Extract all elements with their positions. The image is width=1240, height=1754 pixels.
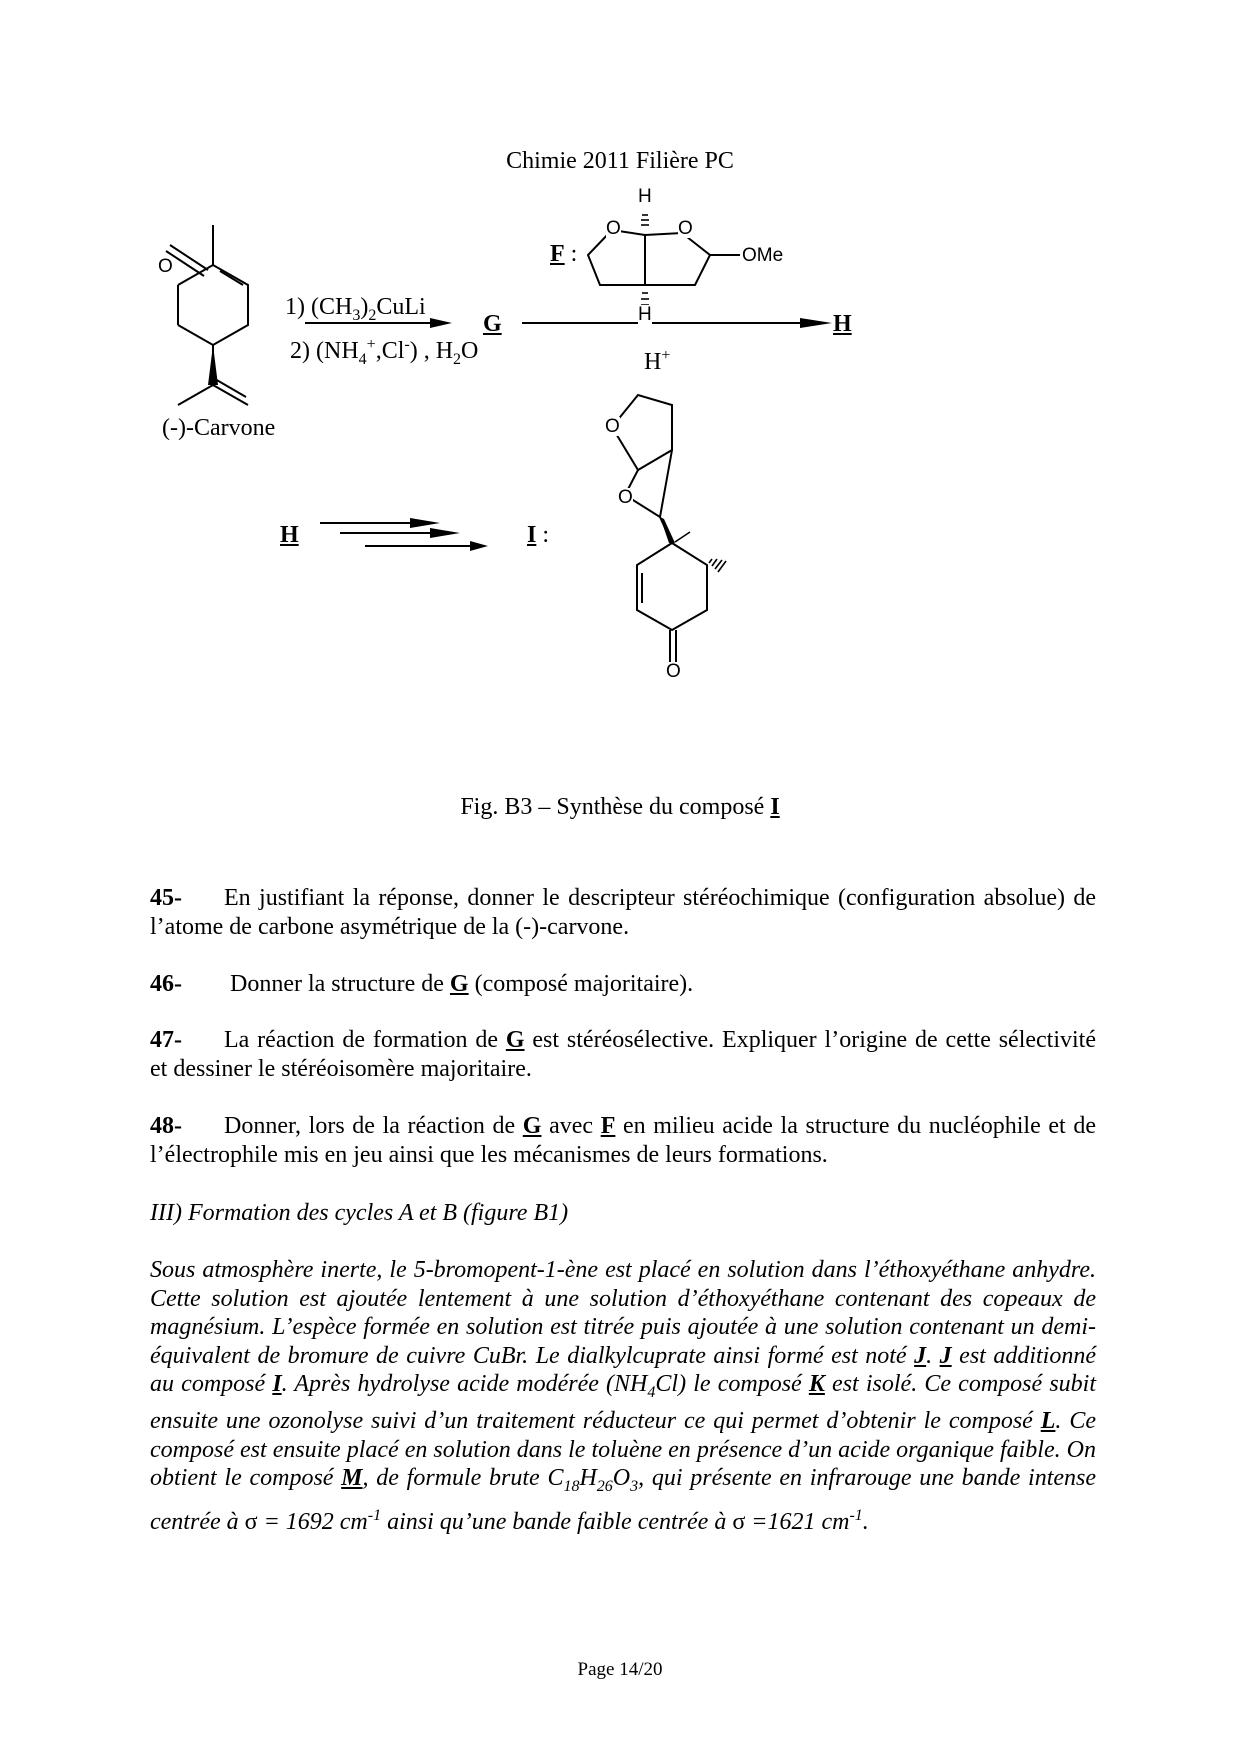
F-top-hydrogen: H [638, 186, 652, 207]
reagent-step-2: 2) $(NH_4^+,Cl^-)$ , $H_2O$ [290, 336, 479, 368]
compound-I-label: I : [527, 522, 550, 548]
carvone-label: (-)-Carvone [162, 415, 276, 441]
page-header: Chimie 2011 Filière PC [506, 148, 734, 174]
F-bottom-hydrogen: H [638, 304, 652, 325]
I-lower-oxygen: O [618, 487, 633, 508]
I-ketone-oxygen: O [666, 661, 681, 682]
question-45: 45- En justifiant la réponse, donner le descripteur stéréochimique (configuration absolue) de l’atome de carbone asymétrique de la (-)-carvone. [150, 885, 1096, 940]
reagent-step-1: 1) $(CH_3)_2CuLi$ [285, 294, 426, 324]
compound-H-start-label: H [280, 522, 299, 548]
question-48: 48- Donner, lors de la réaction de G avec F en milieu acide la structure du nucléophile et de l’électrophile mis en jeu ainsi que les mécanismes de leurs formations. [150, 1113, 1096, 1168]
section-title: III) Formation des cycles A et B (figure B1) [150, 1200, 569, 1226]
compound-F-label: F : [550, 241, 578, 267]
F-left-oxygen: O [606, 218, 621, 239]
figure-caption: Fig. B3 – Synthèse du composé I [460, 794, 780, 820]
F-right-oxygen: O [678, 218, 693, 239]
F-methoxy-group: OMe [742, 245, 784, 266]
question-46: 46- Donner la structure de G (composé majoritaire). [150, 971, 694, 997]
compound-G-label: G [483, 311, 502, 337]
section-paragraph: Sous atmosphère inerte, le 5-bromopent-1-ène est placé en solution dans l’éthoxyéthane anhydre. Cette solution est ajoutée lentement à une solution d’éthoxyéthane contenant des copeaux de magnésium. L’espèce formée en solution est titrée puis ajoutée à une solution contenant un demi-équivalent de bromure de cuivre CuBr. Le dialkylcuprate ainsi formé est noté J. J est additionné au composé I. Après hydrolyse acide modérée $(NH_4Cl)$ le composé K est isolé. Ce composé subit ensuite une ozonolyse suivi d’un traitement réducteur ce qui permet d’obtenir le composé L. Ce composé est ensuite placé en solution dans le toluène en présence d’un acide organique faible. On obtient le composé M, de formule brute $C_{18}H_{26}O_3$, qui présente en infrarouge une bande intense centrée à σ = 1692 $cm^{-1}$ ainsi qu’une bande faible centrée à σ =1621 $cm^{-1}$. [150, 1257, 1097, 1535]
page-number: Page 14/20 [577, 1659, 663, 1680]
question-47: 47- La réaction de formation de G est stéréosélective. Expliquer l’origine de cette sélectivité et dessiner le stéréoisomère majoritaire. [150, 1027, 1096, 1082]
I-upper-oxygen: O [605, 416, 620, 437]
acid-catalyst: H+ [644, 347, 671, 375]
synthesis-figure [140, 186, 1100, 785]
carvone-oxygen: O [158, 256, 173, 277]
compound-H-label: H [833, 311, 852, 337]
